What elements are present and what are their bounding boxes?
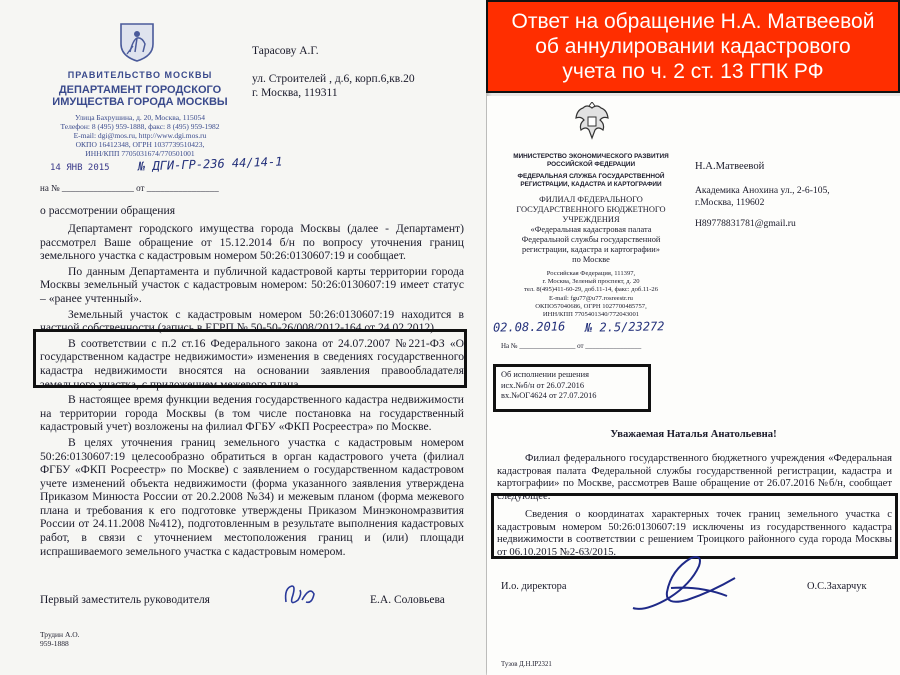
registration-number: № ДГИ-ГР-236 44/14-1	[137, 154, 283, 174]
branch-contact-line: ИНН/КПП 7705401340/772043001	[542, 311, 640, 319]
org-contacts	[40, 113, 240, 158]
recipient-block	[252, 44, 415, 100]
executor-info: Тузов Д.Н.IP2321	[501, 661, 552, 668]
recipient-contact: H89778831781@gmail.ru	[695, 218, 796, 229]
branch-contact-line: г. Москва, Зеленый проспект, д. 20	[542, 278, 640, 286]
banner-line: учета по ч. 2 ст. 13 ГПК РФ	[562, 60, 824, 83]
ministry-name	[503, 153, 679, 169]
ministry-line: РОССИЙСКОЙ ФЕДЕРАЦИИ	[546, 161, 636, 168]
recipient-name: Тарасову А.Г.	[252, 45, 319, 57]
service-line: РЕГИСТРАЦИИ, КАДАСТРА И КАРТОГРАФИИ	[520, 181, 662, 188]
contact-line: ОКПО 16412348, ОГРН 1037739510423,	[75, 140, 205, 149]
org-name: ПРАВИТЕЛЬСТВО МОСКВЫ	[67, 70, 213, 80]
branch-contact-line: E-mail: fgu77@u77.rosreestr.ru	[549, 294, 633, 302]
reference-line: На № ________________ от ________________	[501, 342, 642, 350]
reference-line: на № ________________ от ________________	[40, 183, 219, 193]
branch-line: по Москве	[572, 255, 610, 264]
signer-name: О.С.Захарчук	[807, 581, 867, 592]
recipient-city: г. Москва, 119311	[252, 87, 338, 99]
branch-line: ФИЛИАЛ ФЕДЕРАЛЬНОГО	[539, 195, 643, 204]
org-department: ДЕПАРТАМЕНТ ГОРОДСКОГО	[58, 84, 222, 96]
letter-body	[40, 222, 464, 560]
recipient-name: Н.А.Матвеевой	[695, 161, 765, 172]
banner-line: об аннулировании кадастрового	[535, 35, 851, 58]
greeting: Уважаемая Наталья Анатольевна!	[610, 429, 777, 440]
executor-info	[40, 630, 80, 648]
outgoing-number: № 2.5/23272	[584, 319, 665, 335]
signature-icon	[627, 548, 747, 620]
branch-contact-line: тел. 8(495)411-60-29, доб.11-14, факс: доб.11-26	[523, 286, 659, 294]
subject-line: о рассмотрении обращения	[40, 204, 176, 217]
execution-line: Об исполнении решения	[501, 370, 589, 379]
branch-line: Федеральной службы государственной	[521, 235, 661, 244]
branch-contact-line: Российская Федерация, 111397,	[546, 270, 636, 277]
execution-line: исх.№б/н от 26.07.2016	[501, 380, 585, 390]
signer-title: Первый заместитель руководителя	[40, 594, 210, 606]
right-document	[487, 96, 900, 675]
body-paragraph: Филиал федерального государственного бюджетного учреждения «Федеральная кадастровая палата Федеральной службы государственной регистрации, кадастра и картографии» по Москве, рассмотрев Ваше обращение от 26.07.2016 №б/н, сообщает следующее.	[497, 453, 892, 502]
ministry-line: МИНИСТЕРСТВО ЭКОНОМИЧЕСКОГО РАЗВИТИЯ	[513, 153, 669, 160]
body-paragraph: Департамент городского имущества города Москвы (далее - Департамент) рассмотрел Ваше обращение от 15.12.2014 б/н по вопросу уточнения границ земельного участка с кадастровым номером 50:26:0130607:19 и сообщает.	[40, 222, 464, 263]
org-department-line2: ИМУЩЕСТВА ГОРОДА МОСКВЫ	[52, 96, 228, 108]
moscow-coat-of-arms-icon	[118, 22, 156, 62]
executor-name: Трудин А.О.	[40, 630, 80, 639]
branch-line: регистрации, кадастра и картографии»	[522, 245, 660, 254]
contact-line: Улица Бахрушина, д. 20, Москва, 115054	[74, 113, 206, 122]
contact-line: Телефон: 8 (495) 959-1888, факс: 8 (495) 959-1982	[60, 122, 220, 131]
branch-line: «Федеральная кадастровая палата	[530, 225, 652, 234]
title-banner	[486, 0, 900, 93]
russian-eagle-emblem-icon	[573, 102, 611, 142]
recipient-block	[695, 160, 830, 230]
executor-phone: 959-1888	[40, 639, 69, 648]
signature-icon	[280, 580, 320, 610]
highlight-box-law-reference	[33, 329, 467, 388]
signer-name: Е.А. Соловьева	[370, 594, 445, 606]
branch-contacts	[503, 270, 679, 319]
body-paragraph-highlighted: Сведения о координатах характерных точек границ земельного участка с кадастровым номером 50:26:0130607:19 исключены из государственного кадастра недвижимости в соответствии с решением Троицкого районного суда города Москвы от 06.10.2015 №2-63/2015.	[497, 509, 892, 558]
body-paragraph: Земельный участок с кадастровым номером 50:26:0130607:19 находится в частной собственности (запись в ЕГРП № 50-50-26/008/2012-164 от 24.02.2012).	[40, 307, 464, 335]
contact-line: E-mail: dgi@mos.ru, http://www.dgi.mos.ru	[73, 131, 207, 140]
service-name	[503, 173, 679, 189]
body-paragraph: В настоящее время функции ведения государственного кадастра недвижимости на территории города Москвы (в том числе постановка на государственный кадастровый учет) возложены на филиал ФГБУ «ФКП Росреестра» по Москве.	[40, 393, 464, 434]
body-paragraph: По данным Департамента и публичной кадастровой карты территории города Москвы земельный участок с кадастровым номером: 50:26:0130607:19 имеет статус – «ранее учтенный».	[40, 264, 464, 305]
registration-date: 14 ЯНВ 2015	[50, 163, 110, 173]
recipient-address: ул. Строителей , д.6, корп.6,кв.20	[252, 73, 415, 85]
body-paragraph-highlighted: В соответствии с п.2 ст.16 Федерального закона от 24.07.2007 №221-ФЗ «О государственном кадастре недвижимости» изменения в сведениях государственного кадастра недвижимости вносятся на основании заявления правообладателя земельного участка, с приложением межевого плана.	[40, 336, 464, 391]
execution-line: вх.№ОГ4624 от 27.07.2016	[501, 391, 597, 400]
body-paragraph: В целях уточнения границ земельного участка с кадастровым номером 50:26:0130607:19 целесообразно обратиться в орган кадастрового учета (филиал ФГБУ «ФКП Росреестр» по Москве) с заявлением о государственном кадастровом учете изменений объекта недвижимости (форма указанного заявления утверждена Приказом Минюста России от 20.2.2008 №34) и межевым планом (форма межевого плана и требования к его подготовке утверждены Приказом Минэкономразвития России от 24.11.2008 №412), подготовленным в результате выполнения кадастровых работ, в связи с уточнением местоположения границ и (или) площади испрашиваемого земельного участка с кадастровым номером.	[40, 435, 464, 558]
execution-note	[501, 370, 596, 402]
service-line: ФЕДЕРАЛЬНАЯ СЛУЖБА ГОСУДАРСТВЕННОЙ	[517, 173, 665, 180]
branch-line: ГОСУДАРСТВЕННОГО БЮДЖЕТНОГО	[516, 205, 666, 214]
branch-line: УЧРЕЖДЕНИЯ	[562, 215, 620, 224]
branch-contact-line: ОКПО57040686, ОГРН 1027700485757,	[535, 302, 647, 310]
banner-line: Ответ на обращение Н.А. Матвеевой	[511, 10, 875, 33]
outgoing-date: 02.08.2016	[492, 319, 566, 335]
recipient-city: г.Москва, 119602	[695, 197, 765, 208]
signer-title: И.о. директора	[501, 581, 567, 592]
recipient-address: Академика Анохина ул., 2-6-105,	[695, 185, 830, 196]
contact-line: ИНН/КПП 7705031674/770501001	[85, 149, 195, 158]
branch-name	[503, 195, 679, 265]
